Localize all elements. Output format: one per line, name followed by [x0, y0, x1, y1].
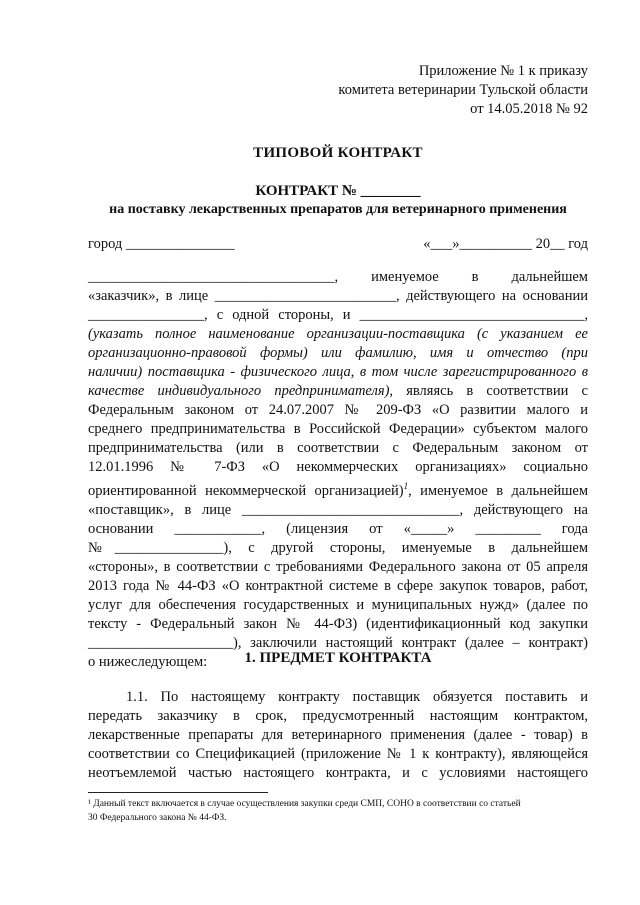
- preamble-line: ________________, с одной стороны, и _______________________________,: [88, 307, 588, 323]
- preamble-line: (указать полное наименование организации-поставщика (с указанием ее: [88, 326, 588, 342]
- preamble-line: услуг для обеспечения государственных и муниципальных нужд» (далее по: [88, 596, 588, 613]
- footnote-line-2: 30 Федерального закона № 44-ФЗ.: [88, 813, 227, 823]
- annex-line-2: комитета ветеринарии Тульской области: [338, 82, 588, 98]
- preamble-line: №_______________), с другой стороны, именуемые в дальнейшем: [88, 539, 588, 556]
- preamble-line: организационно-правовой формы) или фамилию, имя и отчество (при: [88, 345, 588, 361]
- preamble-line: «заказчик», в лице _________________________, действующего на основании: [88, 288, 588, 304]
- preamble-line: Федеральным законом от 24.07.2007 № 209-ФЗ «О развитии малого и: [88, 402, 588, 418]
- section-1-line: соответствии со Спецификацией (приложение № 1 к контракту), являющейся: [88, 746, 588, 762]
- preamble-line: __________________________________, именуемое в дальнейшем: [88, 269, 588, 285]
- annex-line-3: от 14.05.2018 № 92: [470, 101, 588, 117]
- preamble-line: 2013 года № 44-ФЗ «О контрактной системе в сфере закупок товаров, работ,: [88, 577, 588, 594]
- footnote: [88, 797, 588, 825]
- section-1-line: лекарственные препараты для ветеринарного применения (далее - товар) в: [88, 727, 588, 743]
- section-1-line: передать заказчику в срок, предусмотренный настоящим контрактом,: [88, 708, 588, 724]
- document-title: ТИПОВОЙ КОНТРАКТ: [253, 145, 423, 161]
- section-1-line: 1.1. По настоящему контракту поставщик обязуется поставить и: [126, 689, 588, 705]
- contract-subtitle: на поставку лекарственных препаратов для ветеринарного применения: [109, 202, 567, 217]
- preamble-line: «поставщик», в лице ______________________________, действующего на: [88, 501, 588, 518]
- preamble-line: основании ____________, (лицензия от «_____» _________ года: [88, 520, 588, 537]
- section-1-line: неотъемлемой частью настоящего контракта, и с условиями настоящего: [88, 765, 588, 781]
- annex-reference: [300, 62, 588, 119]
- preamble-line: качестве индивидуального предпринимателя), являясь в соответствии с: [88, 383, 588, 399]
- contract-title: КОНТРАКТ № ________: [255, 183, 421, 199]
- footnote-divider: [88, 792, 268, 793]
- preamble-line: 12.01.1996 № 7-ФЗ «О некоммерческих организациях» социально: [88, 459, 588, 475]
- section-1-body: [88, 688, 588, 783]
- section-1-title: 1. ПРЕДМЕТ КОНТРАКТА: [244, 650, 432, 666]
- date-field: «___»__________ 20__ год: [423, 236, 588, 252]
- preamble-line: «стороны», в соответствии с требованиями Федерального закона от 05 апреля: [88, 558, 588, 575]
- preamble-line: ____________________), заключили настоящий контракт (далее – контракт): [88, 634, 588, 651]
- preamble-line: тексту - Федеральный закон № 44-ФЗ) (идентификационный код закупки: [88, 615, 588, 632]
- preamble-line: ориентированной некоммерческой организацией)$^1$, именуемое в дальнейшем: [88, 481, 588, 499]
- contract-preamble: [88, 268, 588, 672]
- footnote-line-1: ¹ Данный текст включается в случае осуществления закупки среди СМП, СОНО в соответствии со статьей: [88, 799, 521, 809]
- city-field: город _______________: [88, 236, 235, 252]
- preamble-line: среднего предпринимательства в Российской Федерации» субъектом малого: [88, 421, 588, 437]
- preamble-line: предпринимательства (или в соответствии с Федеральным законом от: [88, 440, 588, 456]
- annex-line-1: Приложение № 1 к приказу: [418, 63, 588, 79]
- preamble-line: наличии) поставщика - физического лица, в том числе зарегистрированного в: [88, 364, 588, 380]
- preamble-line: о нижеследующем:: [88, 653, 208, 670]
